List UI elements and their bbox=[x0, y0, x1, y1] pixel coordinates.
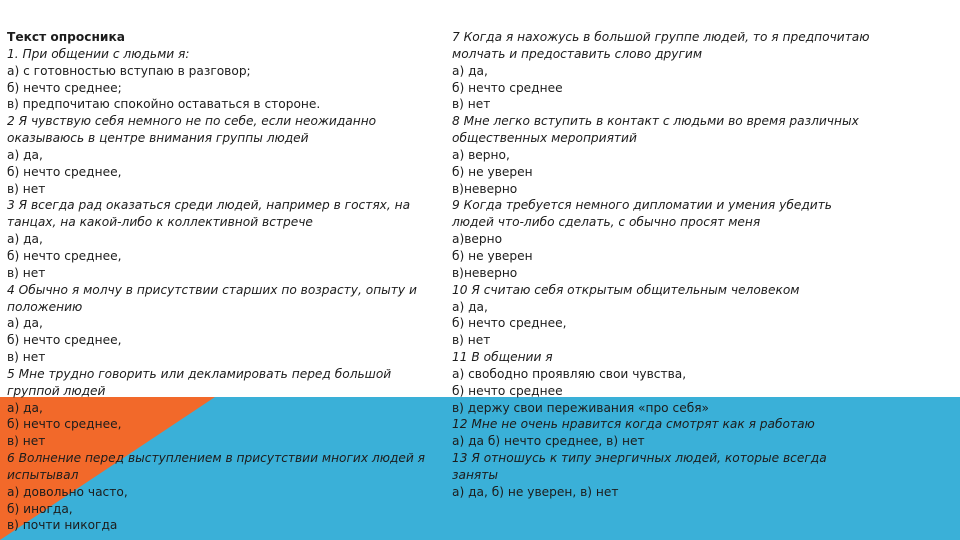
questionnaire-title: Текст опросника bbox=[7, 30, 125, 44]
question-text: 13 Я отношусь к типу энергичных людей, которые всегда bbox=[452, 451, 827, 466]
answer-option: а) да, bbox=[452, 63, 488, 78]
answer-option: б) нечто среднее bbox=[452, 80, 563, 95]
question-text: 11 В общении я bbox=[452, 350, 553, 365]
answer-option: б) не уверен bbox=[452, 248, 533, 263]
answer-option: в) предпочитаю спокойно оставаться в стороне. bbox=[7, 97, 321, 112]
answer-option: б) нечто среднее, bbox=[7, 417, 122, 432]
answer-option: б) не уверен bbox=[452, 164, 533, 179]
answer-option: в) держу свои переживания «про себя» bbox=[452, 400, 710, 415]
question-text: 12 Мне не очень нравится когда смотрят как я работаю bbox=[452, 417, 815, 432]
question-text: 1. При общении с людьми я: bbox=[7, 46, 190, 61]
question-text: заняты bbox=[452, 467, 498, 482]
answer-option: б) иногда, bbox=[7, 501, 73, 516]
answer-option: а) верно, bbox=[452, 147, 510, 162]
question-text: испытывал bbox=[7, 467, 79, 482]
answer-option: а) да б) нечто среднее, в) нет bbox=[452, 434, 645, 449]
answer-option: а) да, bbox=[7, 316, 43, 331]
answer-option: а) да, б) не уверен, в) нет bbox=[452, 484, 619, 499]
answer-option: а) свободно проявляю свои чувства, bbox=[452, 366, 687, 381]
answer-option: в) нет bbox=[7, 265, 46, 280]
answer-option: б) нечто среднее, bbox=[7, 333, 122, 348]
answer-option: в) нет bbox=[452, 97, 491, 112]
answer-option: в) нет bbox=[452, 333, 491, 348]
question-text: танцах, на какой-либо к коллективной встрече bbox=[7, 215, 313, 230]
question-text: 8 Мне легко вступить в контакт с людьми во время различных bbox=[452, 114, 859, 129]
question-text: людей что-либо сделать, с обычно просят меня bbox=[452, 215, 761, 230]
answer-option: в)неверно bbox=[452, 265, 518, 280]
question-text: оказываюсь в центре внимания группы людей bbox=[7, 131, 309, 146]
answer-option: б) нечто среднее, bbox=[452, 316, 567, 331]
question-text: положению bbox=[7, 299, 83, 314]
question-text: 3 Я всегда рад оказаться среди людей, например в гостях, на bbox=[7, 198, 411, 213]
left-column bbox=[7, 29, 447, 534]
question-text: 9 Когда требуется немного дипломатии и умения убедить bbox=[452, 198, 832, 213]
answer-option: в)неверно bbox=[452, 181, 518, 196]
answer-option: а) да, bbox=[452, 299, 488, 314]
question-text: 6 Волнение перед выступлением в присутствии многих людей я bbox=[7, 451, 426, 466]
answer-option: в) нет bbox=[7, 434, 46, 449]
answer-option: в) нет bbox=[7, 350, 46, 365]
question-text: молчать и предоставить слово другим bbox=[452, 46, 703, 61]
answer-option: а) с готовностью вступаю в разговор; bbox=[7, 63, 251, 78]
question-text: 10 Я считаю себя открытым общительным человеком bbox=[452, 282, 800, 297]
question-text: 2 Я чувствую себя немного не по себе, если неожиданно bbox=[7, 114, 377, 129]
answer-option: в) почти никогда bbox=[7, 518, 118, 533]
right-column bbox=[452, 29, 922, 501]
answer-option: а) да, bbox=[7, 400, 43, 415]
answer-option: б) нечто среднее, bbox=[7, 248, 122, 263]
question-text: группой людей bbox=[7, 383, 106, 398]
answer-option: б) нечто среднее bbox=[452, 383, 563, 398]
answer-option: б) нечто среднее, bbox=[7, 164, 122, 179]
answer-option: а)верно bbox=[452, 232, 503, 247]
answer-option: б) нечто среднее; bbox=[7, 80, 122, 95]
question-text: 7 Когда я нахожусь в большой группе людей, то я предпочитаю bbox=[452, 30, 870, 44]
answer-option: в) нет bbox=[7, 181, 46, 196]
answer-option: а) да, bbox=[7, 147, 43, 162]
answer-option: а) да, bbox=[7, 232, 43, 247]
question-text: 5 Мне трудно говорить или декламировать перед большой bbox=[7, 366, 392, 381]
question-text: 4 Обычно я молчу в присутствии старших по возрасту, опыту и bbox=[7, 282, 417, 297]
question-text: общественных мероприятий bbox=[452, 131, 637, 146]
answer-option: а) довольно часто, bbox=[7, 484, 128, 499]
